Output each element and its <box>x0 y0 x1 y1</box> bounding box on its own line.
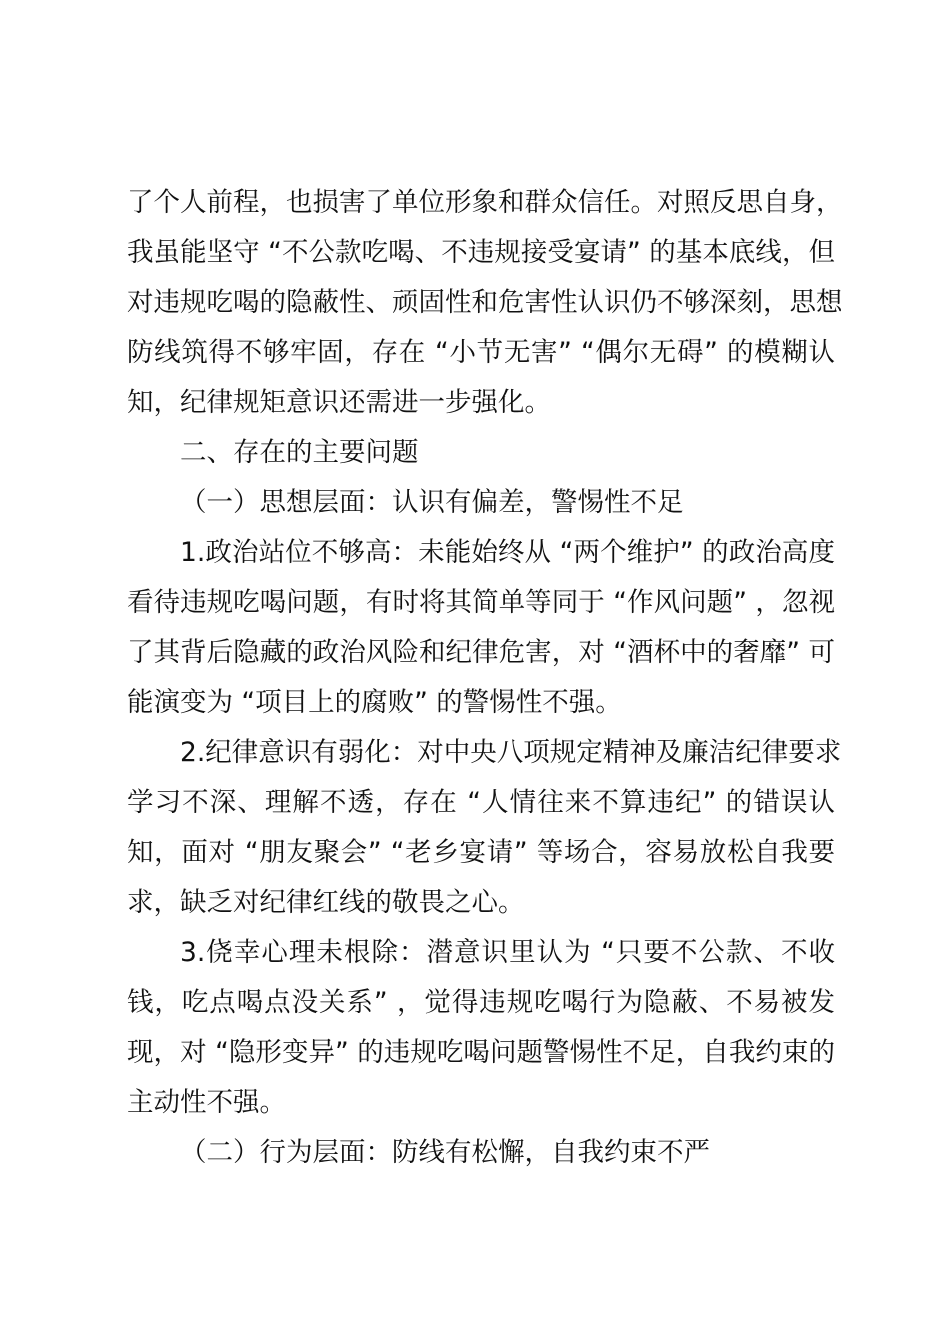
text-line: 防线筑得不够牢固，存在 “小节无害” “偶尔无碍” 的模糊认 <box>127 337 835 368</box>
text-line: 3.侥幸心理未根除：潜意识里认为 “只要不公款、不收 <box>180 937 835 968</box>
text-line: 了其背后隐藏的政治风险和纪律危害，对 “酒杯中的奢靡” 可 <box>127 637 835 668</box>
text-line: 1.政治站位不够高：未能始终从 “两个维护” 的政治高度 <box>180 537 835 568</box>
text-line: 知，纪律规矩意识还需进一步强化。 <box>127 387 551 418</box>
section-heading: 二、存在的主要问题 <box>180 437 419 468</box>
subsection-heading: （一）思想层面：认识有偏差，警惕性不足 <box>180 487 684 518</box>
document-body <box>127 178 843 1178</box>
text-line: 主动性不强。 <box>127 1087 286 1118</box>
subsection-heading: （二）行为层面：防线有松懈，自我约束不严 <box>180 1137 710 1168</box>
text-line: 能演变为 “项目上的腐败” 的警惕性不强。 <box>127 687 622 718</box>
text-line: 看待违规吃喝问题，有时将其简单等同于 “作风问题” ，忽视 <box>127 587 835 618</box>
text-line: 学习不深、理解不透，存在 “人情往来不算违纪” 的错误认 <box>127 787 835 818</box>
text-line: 知，面对 “朋友聚会” “老乡宴请” 等场合，容易放松自我要 <box>127 837 835 868</box>
text-line: 2.纪律意识有弱化：对中央八项规定精神及廉洁纪律要求 <box>180 737 842 768</box>
text-line: 了个人前程，也损害了单位形象和群众信任。对照反思自身， <box>127 187 843 218</box>
text-line: 对违规吃喝的隐蔽性、顽固性和危害性认识仍不够深刻，思想 <box>127 287 843 318</box>
text-line: 求，缺乏对纪律红线的敬畏之心。 <box>127 887 525 918</box>
text-line: 钱，吃点喝点没关系” ，觉得违规吃喝行为隐蔽、不易被发 <box>127 987 835 1018</box>
text-line: 现，对 “隐形变异” 的违规吃喝问题警惕性不足，自我约束的 <box>127 1037 835 1068</box>
text-line: 我虽能坚守 “不公款吃喝、不违规接受宴请” 的基本底线，但 <box>127 237 835 268</box>
